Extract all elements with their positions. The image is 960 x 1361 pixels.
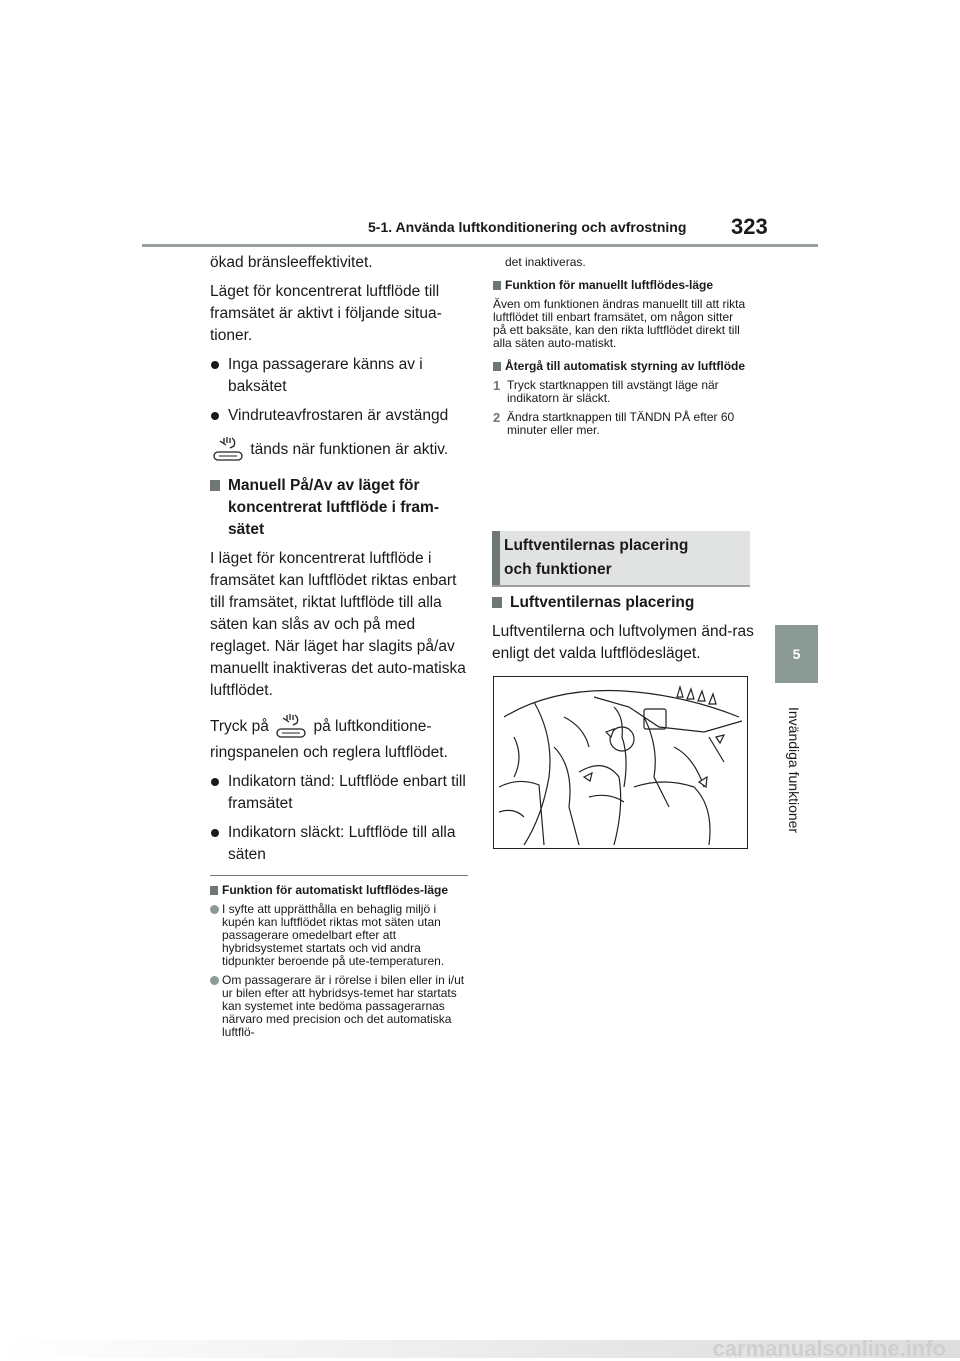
paragraph: Läget för koncentrerat luftflöde till framsätet är aktivt i följande situa-tioner.	[210, 283, 442, 344]
main-column-left	[210, 252, 468, 873]
step-text: Ändra startknappen till TÄNDN PÅ efter 60 minuter eller mer.	[507, 410, 735, 437]
note-text: Även om funktionen ändras manuellt till att rikta luftflödet till enbart framsätet, om någon sitter på ett baksäte, kan den rikta luftflödet direkt till alla säten auto-matiskt.	[493, 297, 746, 350]
paragraph: I läget för koncentrerat luftflöde i framsätet kan luftflödet riktas enbart till framsätet, riktat luftflöde till alla säten kan slås av och på med reglaget. När läget har slagits på/av manuellt inaktiveras det auto-matiska luftflödet.	[210, 550, 466, 699]
note-heading: Funktion för manuellt luftflödes-läge	[493, 279, 749, 292]
front-seat-airflow-icon	[273, 712, 309, 742]
step-number: 2	[493, 410, 501, 425]
section-heading: Manuell På/Av av läget för koncentrerat luftflöde i fram-sätet	[210, 475, 468, 541]
step-item	[493, 411, 749, 437]
note-continuation: det inaktiveras.	[505, 255, 586, 269]
section-title	[504, 534, 688, 582]
divider	[210, 875, 468, 876]
chapter-tab: 5	[775, 625, 818, 683]
notes-left	[210, 884, 468, 1045]
section-title-line: och funktioner	[504, 561, 612, 578]
front-seat-airflow-icon	[210, 435, 246, 465]
bullet-item: Vindruteavfrostaren är avstängd	[210, 405, 468, 427]
chapter-tab-label: Invändiga funktioner	[786, 706, 802, 834]
header-rule	[142, 244, 818, 247]
step-item	[493, 379, 749, 405]
section-subheading: Luftventilernas placering	[492, 592, 754, 614]
note-item: Om passagerare är i rörelse i bilen eller in i/ut ur bilen efter att hybridsys-temet har startats kan systemet inte bedöma passagerarnas närvaro med precision och det automatiska luftflö-	[210, 974, 468, 1039]
notes-right	[493, 256, 749, 443]
paragraph: Luftventilerna och luftvolymen änd-ras enligt det valda luftflödesläget.	[492, 623, 754, 662]
section-title-box	[492, 531, 750, 587]
instruction-text: på luftkonditione-ringspanelen och reglera luftflödet.	[210, 718, 448, 761]
step-number: 1	[493, 378, 501, 393]
air-vent-illustration	[493, 676, 748, 849]
bullet-item: Indikatorn tänd: Luftflöde enbart till framsätet	[210, 771, 468, 815]
icon-caption: tänds när funktionen är aktiv.	[250, 441, 449, 459]
page-number: 323	[731, 214, 768, 239]
watermark: carmanualsonline.info	[712, 1336, 946, 1361]
note-heading: Återgå till automatisk styrning av luftflöde	[493, 360, 749, 373]
chapter-tab-label-wrap	[768, 690, 820, 850]
section-title-line: Luftventilernas placering	[504, 537, 689, 554]
instruction-text: Tryck på	[210, 718, 269, 736]
paragraph: ökad bränsleeffektivitet.	[210, 254, 373, 271]
bullet-item: Inga passagerare känns av i baksätet	[210, 354, 468, 398]
bullet-item: Indikatorn släckt: Luftflöde till alla säten	[210, 822, 468, 866]
car-interior-drawing	[494, 677, 747, 848]
section-body	[492, 592, 754, 671]
press-instruction	[210, 712, 468, 764]
step-text: Tryck startknappen till avstängt läge när indikatorn är släckt.	[507, 378, 719, 405]
note-heading: Funktion för automatiskt luftflödes-läge	[210, 884, 468, 897]
icon-line	[210, 435, 468, 465]
chapter-title: 5-1. Använda luftkonditionering och avfrostning	[368, 219, 687, 235]
note-item: I syfte att upprätthålla en behaglig miljö i kupén kan luftflödet riktas mot säten utan passagerare omedelbart efter att hybridsystemet startats och vid andra tidpunkter beroende på ute-temperaturen.	[210, 903, 468, 968]
footer-band	[0, 1336, 960, 1361]
